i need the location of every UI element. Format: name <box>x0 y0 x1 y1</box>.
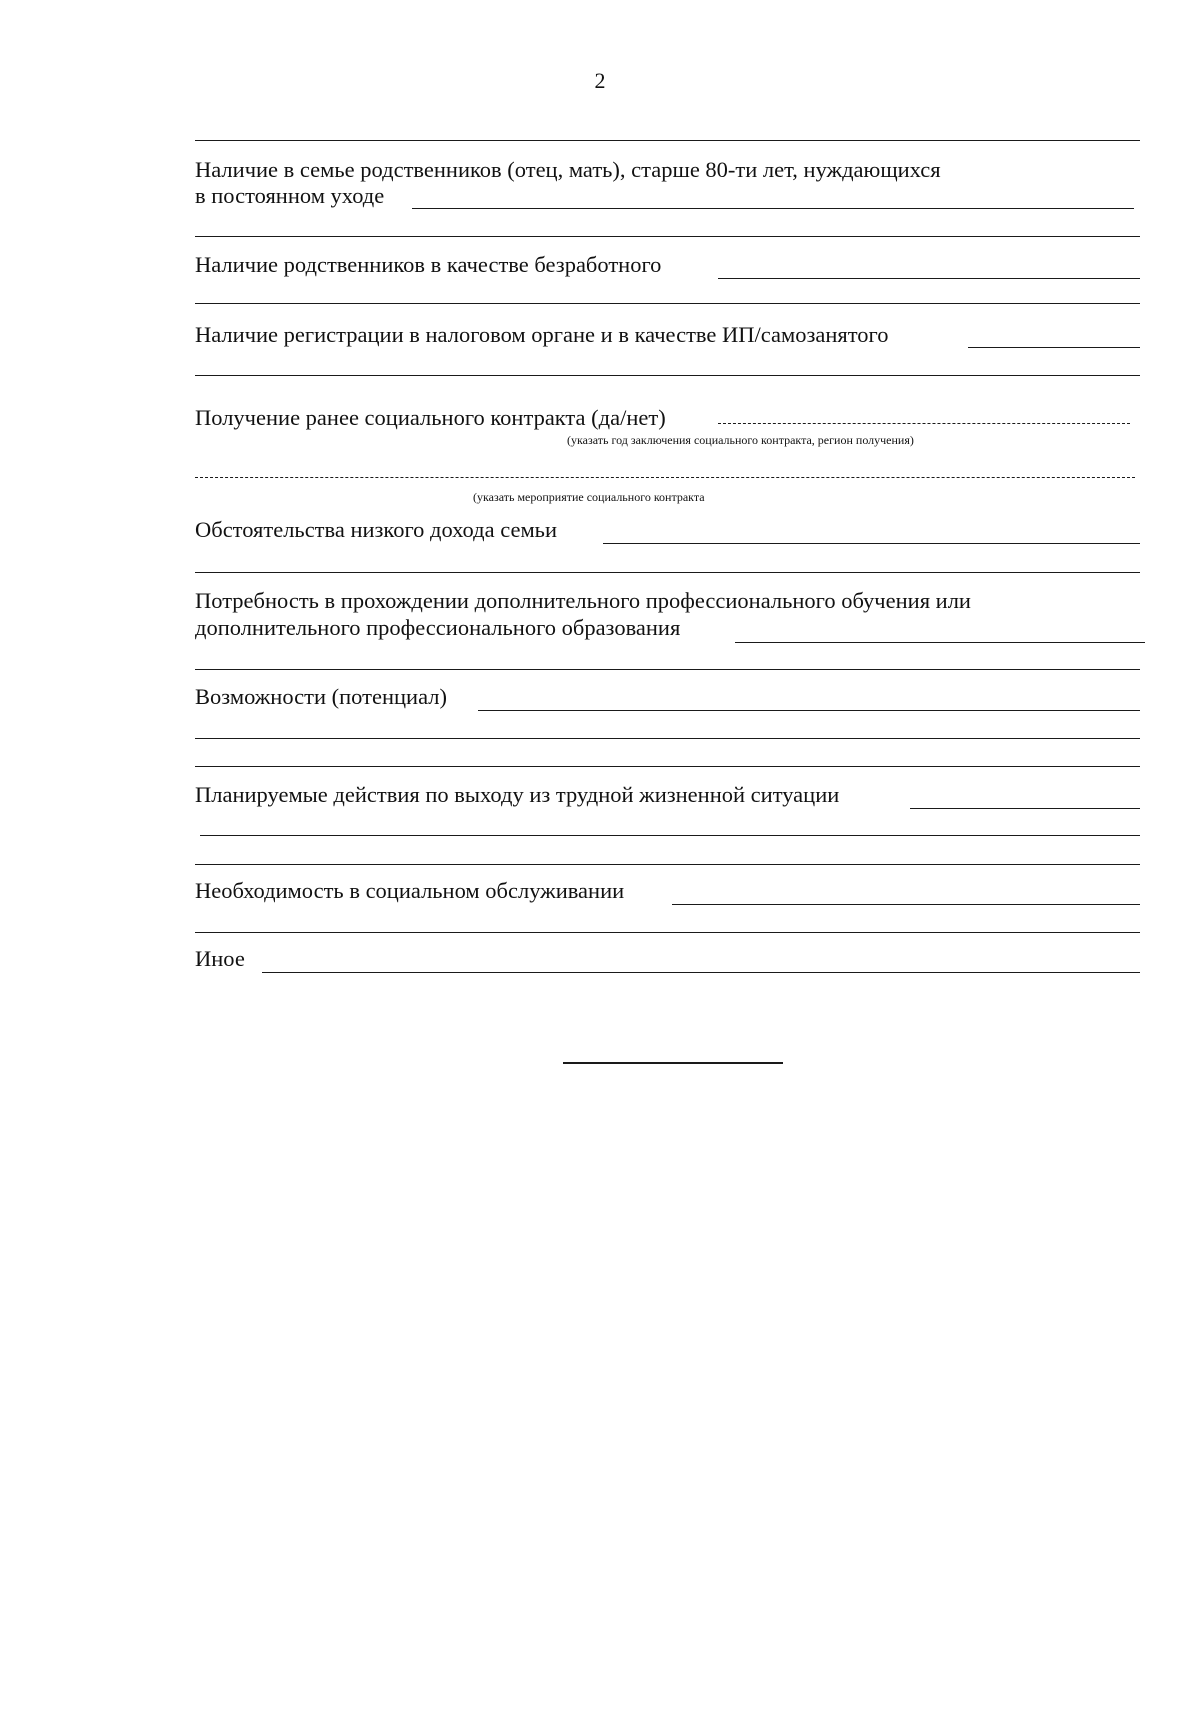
separator-line <box>195 303 1140 304</box>
tax-registration-label: Наличие регистрации в налоговом органе и в качестве ИП/самозанятого <box>195 322 889 347</box>
relatives-care-label-line1: Наличие в семье родственников (отец, мать), старше 80-ти лет, нуждающихся <box>195 157 941 182</box>
relatives-care-input-line[interactable] <box>412 208 1134 209</box>
page-number: 2 <box>594 68 606 93</box>
social-service-label: Необходимость в социальном обслуживании <box>195 878 625 903</box>
low-income-label: Обстоятельства низкого дохода семьи <box>195 517 557 542</box>
social-service-input-line[interactable] <box>672 904 1140 905</box>
separator-line <box>195 572 1140 573</box>
prior-contract-hint-measure: (указать мероприятие социального контракта <box>473 490 705 504</box>
relatives-unemployed-input-line[interactable] <box>718 278 1140 279</box>
planned-actions-input-line[interactable] <box>910 808 1140 809</box>
training-need-label-line2: дополнительного профессионального образования <box>195 615 681 640</box>
potential-extra-line[interactable] <box>195 738 1140 739</box>
training-need-label-line1: Потребность в прохождении дополнительного профессионального обучения или <box>195 588 971 613</box>
prior-contract-hint-year-region: (указать год заключения социального контракта, регион получения) <box>567 433 914 447</box>
potential-label: Возможности (потенциал) <box>195 684 447 709</box>
low-income-input-line[interactable] <box>603 543 1140 544</box>
end-of-form-rule <box>563 1062 783 1064</box>
tax-registration-input-line[interactable] <box>968 347 1140 348</box>
relatives-care-label-line2: в постоянном уходе <box>195 183 385 208</box>
potential-input-line[interactable] <box>478 710 1140 711</box>
planned-actions-label: Планируемые действия по выходу из трудной жизненной ситуации <box>195 782 840 807</box>
prior-contract-label: Получение ранее социального контракта (да/нет) <box>195 405 666 430</box>
other-input-line[interactable] <box>262 972 1140 973</box>
separator-line <box>195 766 1140 767</box>
separator-line <box>195 140 1140 141</box>
separator-line <box>195 932 1140 933</box>
separator-line <box>195 864 1140 865</box>
training-need-input-line[interactable] <box>735 642 1145 643</box>
planned-actions-extra-line[interactable] <box>200 835 1140 836</box>
separator-line <box>195 375 1140 376</box>
relatives-unemployed-label: Наличие родственников в качестве безработного <box>195 252 662 277</box>
prior-contract-measure-line[interactable] <box>195 477 1135 478</box>
separator-line <box>195 669 1140 670</box>
prior-contract-input-line[interactable] <box>718 423 1130 424</box>
other-label: Иное <box>195 946 245 971</box>
separator-line <box>195 236 1140 237</box>
